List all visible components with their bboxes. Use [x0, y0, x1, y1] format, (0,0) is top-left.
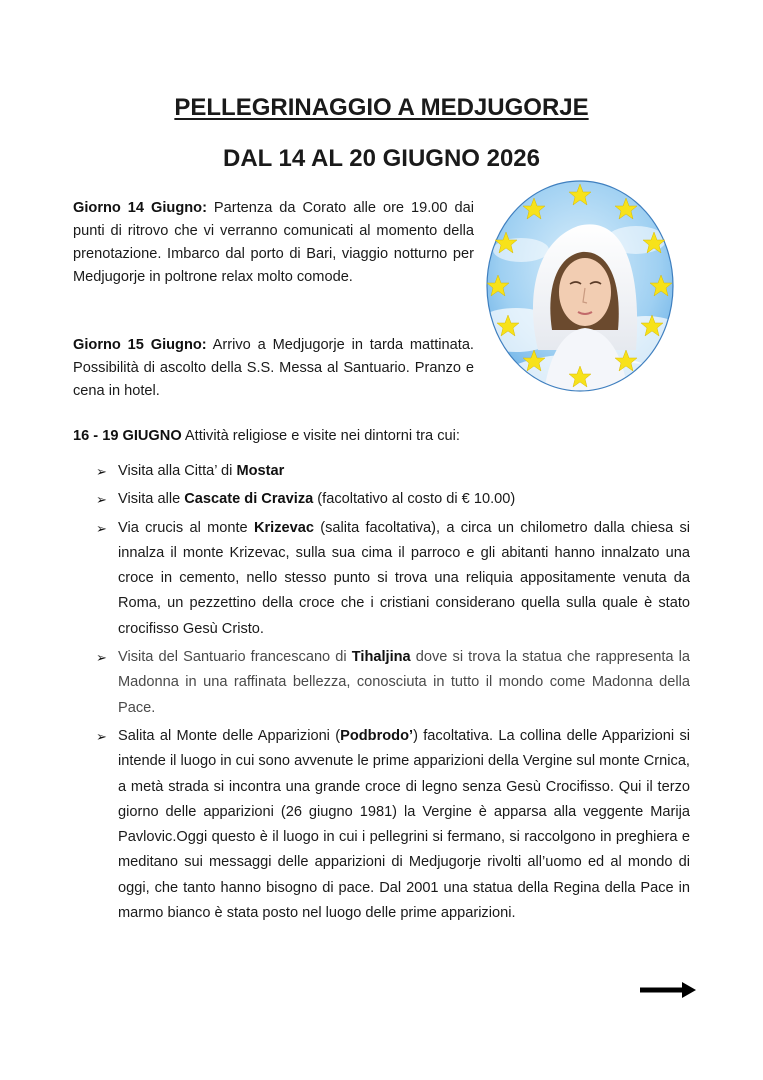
list-item: ➢ Salita al Monte delle Apparizioni (Podbrodo’) facoltativa. La collina delle Apparizioni si intende il luogo in cui sono avvenute le prime apparizioni della Vergine sul monte Crnica, a metà strada si incontra una grande croce di legno senza Gesù Crocifisso. Qui il terzo giorno delle apparizioni (26 giugno 1981) la Vergine è apparsa alla veggente Marija Pavlovic.Oggi questo è il luogo in cui i pellegrini si fermano, si raccolgono in preghiera e meditano sui messaggi delle apparizioni di Medjugorje rivolti all’uomo ed al mondo di oggi, che tanto hanno bisogno di pace. Dal 2001 una statua della Regina della Pace in marmo bianco è stata posto nel luogo delle prime apparizioni.: [96, 724, 690, 926]
day-14-paragraph: [73, 197, 474, 289]
list-item: ➢ Visita alla Citta’ di Mostar: [96, 459, 690, 484]
arrowhead-bullet-icon: ➢: [96, 520, 107, 536]
activities-list: [96, 459, 690, 929]
list-item: ➢ Visita del Santuario francescano di Tihaljina dove si trova la statua che rappresenta la Madonna in una raffinata bellezza, conosciuta in tutto il mondo come Madonna della Pace.: [96, 645, 690, 721]
madonna-with-stars-illustration: [486, 180, 674, 392]
days-16-19-label: 16 - 19 GIUGNO: [73, 428, 182, 444]
list-item: ➢ Visita alle Cascate di Craviza (facoltativo al costo di € 10.00): [96, 487, 690, 512]
trip-dates: DAL 14 AL 20 GIUGNO 2026: [222, 145, 540, 172]
arrowhead-bullet-icon: ➢: [96, 650, 107, 666]
day-14-text: Partenza da Corato alle ore 19.00 dai punti di ritrovo che vi verranno comunicati al momento della prenotazione. Imbarco dal porto di Bari, viaggio notturno per Medjugorje in poltrone relax molto comode.: [73, 200, 474, 285]
list-item: ➢ Via crucis al monte Krizevac (salita facoltativa), a circa un chilometro dalla chiesa si innalza il monte Krizevac, sulla sua cima il parroco e gli abitanti hanno innalzato una croce in cemento, nello stesso punto si trova una reliquia appositamente venuta da Roma, un pezzettino della croce che i cristiani considerano quella sulla quale è stato crocifisso Gesù Cristo.: [96, 516, 690, 642]
arrowhead-bullet-icon: ➢: [96, 728, 107, 744]
day-14-label: Giorno 14 Giugno:: [73, 200, 207, 216]
right-arrow-icon[interactable]: [638, 980, 698, 1000]
day-15-paragraph: [73, 334, 474, 403]
days-16-19-text: Attività religiose e visite nei dintorni tra cui:: [181, 428, 460, 444]
days-16-19-paragraph: [73, 425, 693, 448]
page-title: PELLEGRINAGGIO A MEDJUGORJE: [174, 94, 589, 121]
day-15-label: Giorno 15 Giugno:: [73, 337, 207, 353]
day-15-text: Arrivo a Medjugorje in tarda mattinata. Possibilità di ascolto della S.S. Messa al Santuario. Pranzo e cena in hotel.: [73, 337, 474, 399]
arrowhead-bullet-icon: ➢: [96, 464, 107, 479]
arrowhead-bullet-icon: ➢: [96, 492, 107, 508]
